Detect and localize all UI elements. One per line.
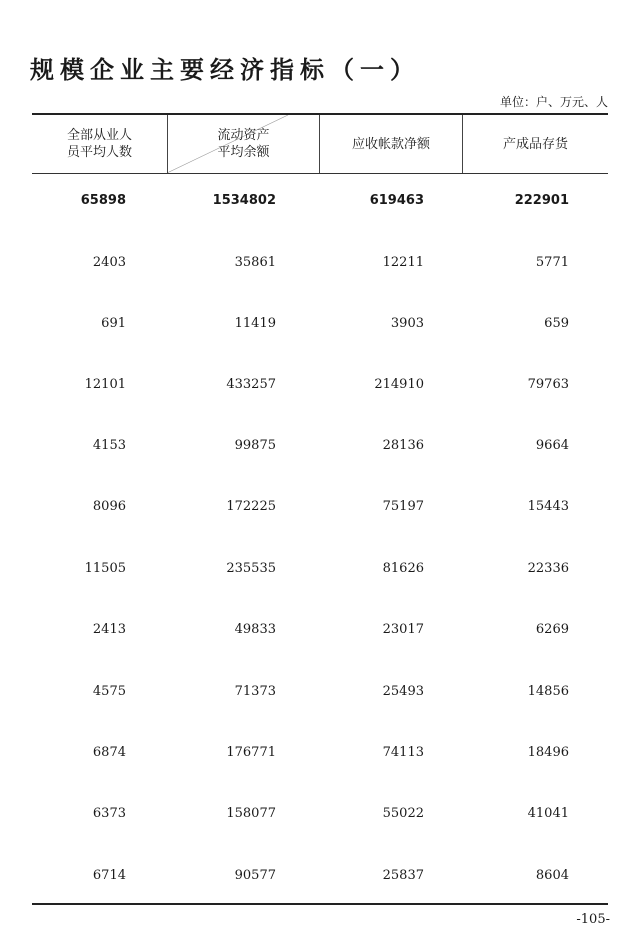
cell-employees: 6714 [92, 868, 126, 883]
cell-finished-goods: 14856 [527, 684, 569, 699]
table-row [32, 559, 608, 579]
cell-finished-goods: 18496 [527, 745, 569, 760]
cell-finished-goods: 6269 [535, 622, 569, 637]
table-row [32, 620, 608, 640]
cell-receivables: 25837 [382, 868, 424, 883]
cell-current-assets: 90577 [234, 868, 276, 883]
cell-receivables: 55022 [382, 806, 424, 821]
cell-finished-goods: 222901 [514, 193, 569, 208]
column-header-line: 应收帐款净额 [351, 136, 430, 152]
cell-employees: 2413 [92, 622, 126, 637]
column-header-employees [32, 115, 167, 173]
cell-employees: 691 [101, 316, 126, 331]
cell-finished-goods: 22336 [527, 561, 569, 576]
cell-current-assets: 99875 [234, 438, 276, 453]
cell-finished-goods: 9664 [535, 438, 569, 453]
table-header [32, 115, 608, 173]
cell-receivables: 214910 [374, 377, 424, 392]
table-row [32, 804, 608, 824]
table-row [32, 253, 608, 273]
cell-employees: 2403 [92, 255, 126, 270]
column-header-current-assets [168, 115, 319, 173]
unit-label: 单位：户、万元、人 [499, 95, 608, 109]
table-row [32, 866, 608, 886]
table-row-total [32, 191, 608, 211]
column-header-finished-goods [463, 115, 608, 173]
cell-receivables: 23017 [382, 622, 424, 637]
cell-finished-goods: 79763 [527, 377, 569, 392]
cell-receivables: 28136 [382, 438, 424, 453]
table-row [32, 314, 608, 334]
cell-current-assets: 35861 [234, 255, 276, 270]
cell-current-assets: 158077 [226, 806, 276, 821]
cell-current-assets: 172225 [226, 499, 276, 514]
cell-receivables: 619463 [369, 193, 424, 208]
cell-finished-goods: 41041 [527, 806, 569, 821]
cell-current-assets: 235535 [226, 561, 276, 576]
column-header-line: 员平均人数 [66, 145, 132, 160]
table-row [32, 743, 608, 763]
table-row [32, 497, 608, 517]
cell-finished-goods: 659 [544, 316, 569, 331]
cell-receivables: 12211 [382, 255, 424, 270]
cell-finished-goods: 15443 [527, 499, 569, 514]
column-header-line: 全部从业人 [66, 128, 132, 143]
cell-current-assets: 49833 [234, 622, 276, 637]
cell-receivables: 81626 [382, 561, 424, 576]
column-header-receivables [320, 115, 462, 173]
cell-employees: 11505 [84, 561, 126, 576]
cell-receivables: 3903 [390, 316, 424, 331]
cell-finished-goods: 5771 [535, 255, 569, 270]
page-title: 规模企业主要经济指标（一） [30, 56, 420, 84]
cell-receivables: 75197 [382, 499, 424, 514]
table-bottom-rule [32, 903, 608, 905]
cell-current-assets: 1534802 [212, 193, 276, 208]
table-header-rule [32, 173, 608, 174]
cell-receivables: 25493 [382, 684, 424, 699]
column-header-line: 平均余额 [217, 145, 270, 160]
cell-current-assets: 71373 [234, 684, 276, 699]
cell-current-assets: 11419 [234, 316, 276, 331]
cell-employees: 6373 [92, 806, 126, 821]
column-header-line: 产成品存货 [502, 136, 568, 152]
page-number: -105- [576, 912, 610, 927]
table-row [32, 375, 608, 395]
cell-employees: 4575 [92, 684, 126, 699]
cell-employees: 6874 [92, 745, 126, 760]
cell-employees: 8096 [92, 499, 126, 514]
cell-employees: 65898 [80, 193, 126, 208]
table-row [32, 436, 608, 456]
cell-receivables: 74113 [382, 745, 424, 760]
cell-finished-goods: 8604 [535, 868, 569, 883]
cell-employees: 4153 [92, 438, 126, 453]
column-header-line: 流动资产 [217, 128, 270, 143]
table-row [32, 682, 608, 702]
cell-current-assets: 176771 [226, 745, 276, 760]
cell-employees: 12101 [84, 377, 126, 392]
cell-current-assets: 433257 [226, 377, 276, 392]
